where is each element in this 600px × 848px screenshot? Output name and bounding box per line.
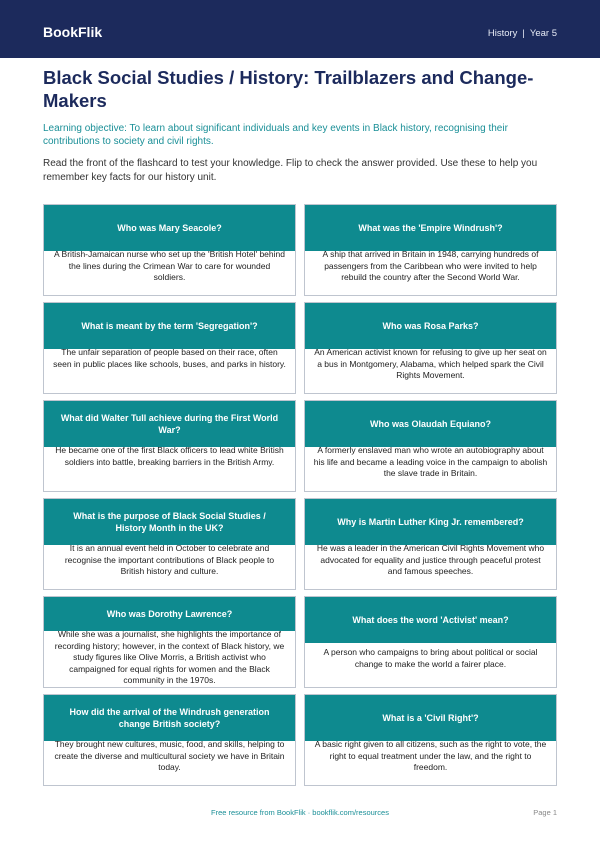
- flashcard[interactable]: [43, 498, 296, 590]
- flashcard-question: What is the purpose of Black Social Studies / History Month in the UK?: [44, 499, 295, 545]
- flashcard-answer: He became one of the first Black officers to lead white British soldiers into battle, breaking barriers in the British Army.: [55, 445, 284, 467]
- page-number: Page 1: [533, 808, 557, 817]
- flashcard[interactable]: [43, 302, 296, 394]
- flashcard-question: Who was Rosa Parks?: [305, 303, 556, 349]
- flashcard-question: What was the 'Empire Windrush'?: [305, 205, 556, 251]
- flashcard[interactable]: [43, 204, 296, 296]
- intro-text: Read the front of the flashcard to test your knowledge. Flip to check the answer provided. Use these to help you remember key facts for our history unit.: [43, 158, 538, 183]
- flashcard-question: What is meant by the term 'Segregation'?: [44, 303, 295, 349]
- flashcard[interactable]: [304, 204, 557, 296]
- flashcard-question: Who was Olaudah Equiano?: [305, 401, 556, 447]
- flashcard-answer: A formerly enslaved man who wrote an autobiography about his life and became a leading voice in the campaign to abolish the slave trade in Britain.: [313, 445, 548, 478]
- flashcard-answer: An American activist known for refusing to give up her seat on a bus in Montgomery, Alabama, which helped spark the Civil Rights Movement.: [314, 347, 547, 380]
- flashcard-question: Who was Mary Seacole?: [44, 205, 295, 251]
- flashcard-question: What is a 'Civil Right'?: [305, 695, 556, 741]
- flashcard[interactable]: [304, 596, 557, 688]
- flashcard-question: How did the arrival of the Windrush generation change British society?: [44, 695, 295, 741]
- flashcard-answer: A person who campaigns to bring about political or social change to make the world a fairer place.: [323, 647, 538, 669]
- breadcrumb-separator: |: [522, 28, 525, 39]
- flashcard-answer: A ship that arrived in Britain in 1948, carrying hundreds of passengers from the Caribbean who were invited to help rebuild the country after the Second World War.: [322, 249, 539, 282]
- page-title: Black Social Studies / History: Trailblazers and Change-Makers: [43, 67, 534, 111]
- learning-objective: Learning objective: To learn about significant individuals and key events in Black history, recognising their contributions to society and civil rights.: [43, 123, 508, 147]
- breadcrumb: [488, 28, 557, 39]
- flashcard-answer: He was a leader in the American Civil Rights Movement who advocated for equality and justice through peaceful protest and famous speeches.: [316, 543, 545, 576]
- breadcrumb-subject: History: [487, 28, 518, 39]
- flashcard-answer: The unfair separation of people based on their race, often seen in public places like schools, buses, and parks in history.: [53, 347, 286, 369]
- footer-text[interactable]: Free resource from BookFlik · bookflik.com/resources: [211, 808, 389, 817]
- flashcard-question: What did Walter Tull achieve during the First World War?: [44, 401, 295, 447]
- flashcard-answer: They brought new cultures, music, food, and skills, helping to create the diverse and multicultural society we have in Britain today.: [54, 739, 285, 772]
- flashcard[interactable]: [43, 400, 296, 492]
- flashcard-answer: It is an annual event held in October to celebrate and recognise the important contributions of Black people to British history and culture.: [64, 543, 275, 576]
- flashcard[interactable]: [304, 400, 557, 492]
- brand-logo-text[interactable]: BookFlik: [43, 24, 103, 40]
- flashcard-question: Who was Dorothy Lawrence?: [44, 597, 295, 631]
- flashcard-answer: A basic right given to all citizens, such as the right to vote, the right to equal treatment under the law, and the right to freedom.: [314, 739, 547, 772]
- flashcard-answer: A British-Jamaican nurse who set up the 'British Hotel' behind the lines during the Crimean War to care for wounded soldiers.: [54, 249, 285, 282]
- flashcard[interactable]: [304, 694, 557, 786]
- flashcard[interactable]: [304, 302, 557, 394]
- breadcrumb-year: Year 5: [529, 28, 557, 39]
- flashcard-question: Why is Martin Luther King Jr. remembered?: [305, 499, 556, 545]
- flashcard-answer: While she was a journalist, she highlights the importance of recording history; however, in the context of Black history, we study figures like Olive Morris, a British activist who campaigned for equal rights for women and the Black community in the 1970s.: [54, 629, 285, 685]
- flashcard-question: What does the word 'Activist' mean?: [305, 597, 556, 643]
- flashcard[interactable]: [43, 694, 296, 786]
- top-bar: [0, 0, 600, 58]
- flashcard[interactable]: [43, 596, 296, 688]
- flashcard[interactable]: [304, 498, 557, 590]
